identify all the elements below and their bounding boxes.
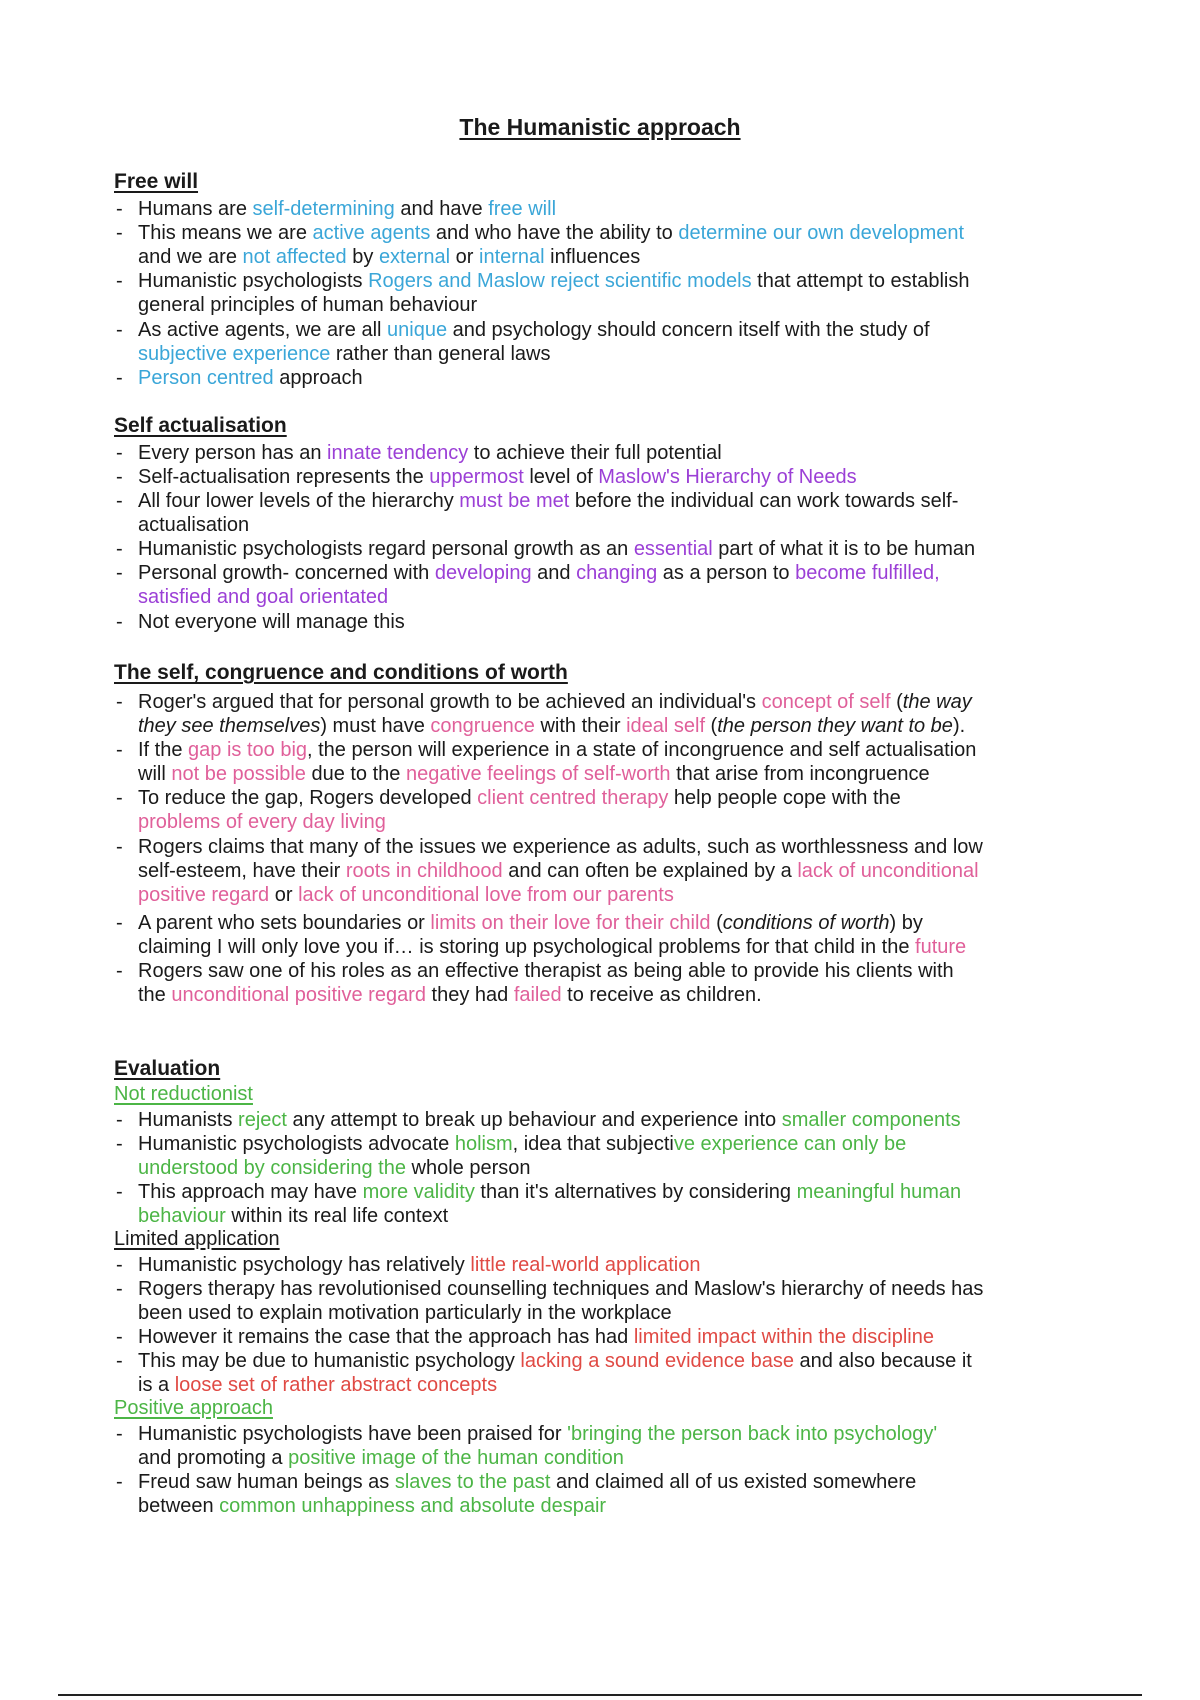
list-item: - Rogers therapy has revolutionised counselling techniques and Maslow's hierarchy of needs has [138, 1277, 983, 1301]
list-item: - All four lower levels of the hierarchy must be met before the individual can work towards self- [138, 489, 958, 513]
list-item: - Personal growth- concerned with developing and changing as a person to become fulfilled, [138, 561, 940, 585]
list-item-continuation: behaviour within its real life context [138, 1205, 449, 1227]
list-item: - As active agents, we are all unique and psychology should concern itself with the study of [138, 318, 930, 342]
list-item: - If the gap is too big, the person will experience in a state of incongruence and self actualisation [138, 738, 976, 762]
list-item-continuation: between common unhappiness and absolute despair [138, 1495, 607, 1517]
section-heading-free-will: Free will [114, 170, 199, 193]
list-item-continuation: self-esteem, have their roots in childhood and can often be explained by a lack of unconditional [138, 860, 979, 882]
list-item-continuation: general principles of human behaviour [138, 294, 478, 316]
list-item: - Humanists reject any attempt to break up behaviour and experience into smaller components [138, 1108, 961, 1132]
section-heading-self-actualisation: Self actualisation [114, 414, 287, 437]
subheading-limited-application: Limited application [114, 1228, 280, 1250]
list-item: - Humanistic psychologists Rogers and Maslow reject scientific models that attempt to establish [138, 269, 970, 293]
list-item: - Freud saw human beings as slaves to the past and claimed all of us existed somewhere [138, 1470, 916, 1494]
list-item-continuation: claiming I will only love you if… is storing up psychological problems for that child in the future [138, 936, 967, 958]
section-heading-self-congruence: The self, congruence and conditions of worth [114, 661, 568, 684]
list-item: - Rogers claims that many of the issues we experience as adults, such as worthlessness and low [138, 835, 983, 859]
list-item: - This approach may have more validity than it's alternatives by considering meaningful human [138, 1180, 961, 1204]
subheading-positive-approach: Positive approach [114, 1397, 273, 1419]
list-item-continuation: been used to explain motivation particularly in the workplace [138, 1302, 672, 1324]
list-item-continuation: understood by considering the whole person [138, 1157, 531, 1179]
list-item-continuation: and promoting a positive image of the human condition [138, 1447, 624, 1469]
list-item: - Humanistic psychologists regard personal growth as an essential part of what it is to be human [138, 537, 975, 561]
list-item: - Humanistic psychologists have been praised for 'bringing the person back into psychology' [138, 1422, 937, 1446]
list-item: - Humanistic psychologists advocate holism, idea that subjective experience can only be [138, 1132, 906, 1156]
list-item-continuation: actualisation [138, 514, 250, 536]
subheading-not-reductionist: Not reductionist [114, 1083, 253, 1105]
list-item: - Person centred approach [138, 366, 363, 390]
page-bottom-rule [58, 1694, 1142, 1696]
list-item: - However it remains the case that the approach has had limited impact within the discipline [138, 1325, 934, 1349]
list-item-continuation: the unconditional positive regard they had failed to receive as children. [138, 984, 762, 1006]
list-item-continuation: and we are not affected by external or internal influences [138, 246, 641, 268]
list-item: - Humans are self-determining and have free will [138, 197, 556, 221]
list-item: - Not everyone will manage this [138, 610, 405, 634]
list-item-continuation: satisfied and goal orientated [138, 586, 389, 608]
list-item: - Humanistic psychology has relatively little real-world application [138, 1253, 700, 1277]
page-title: The Humanistic approach [459, 114, 741, 140]
list-item: - Roger's argued that for personal growth to be achieved an individual's concept of self (the way [138, 690, 972, 714]
list-item-continuation: problems of every day living [138, 811, 386, 833]
list-item-continuation: subjective experience rather than general laws [138, 343, 551, 365]
list-item-continuation: they see themselves) must have congruence with their ideal self (the person they want to be). [138, 715, 966, 737]
list-item-continuation: positive regard or lack of unconditional love from our parents [138, 884, 674, 906]
list-item: - To reduce the gap, Rogers developed client centred therapy help people cope with the [138, 786, 901, 810]
list-item: - Self-actualisation represents the uppermost level of Maslow's Hierarchy of Needs [138, 465, 857, 489]
section-heading-evaluation: Evaluation [114, 1057, 221, 1080]
list-item: - Every person has an innate tendency to achieve their full potential [138, 441, 722, 465]
list-item: - This may be due to humanistic psychology lacking a sound evidence base and also because it [138, 1349, 972, 1373]
list-item-continuation: will not be possible due to the negative feelings of self-worth that arise from incongruence [138, 763, 930, 785]
list-item: - A parent who sets boundaries or limits on their love for their child (conditions of worth) by [138, 911, 923, 935]
list-item: - This means we are active agents and who have the ability to determine our own development [138, 221, 964, 245]
list-item: - Rogers saw one of his roles as an effective therapist as being able to provide his clients with [138, 959, 954, 983]
list-item-continuation: is a loose set of rather abstract concepts [138, 1374, 498, 1396]
